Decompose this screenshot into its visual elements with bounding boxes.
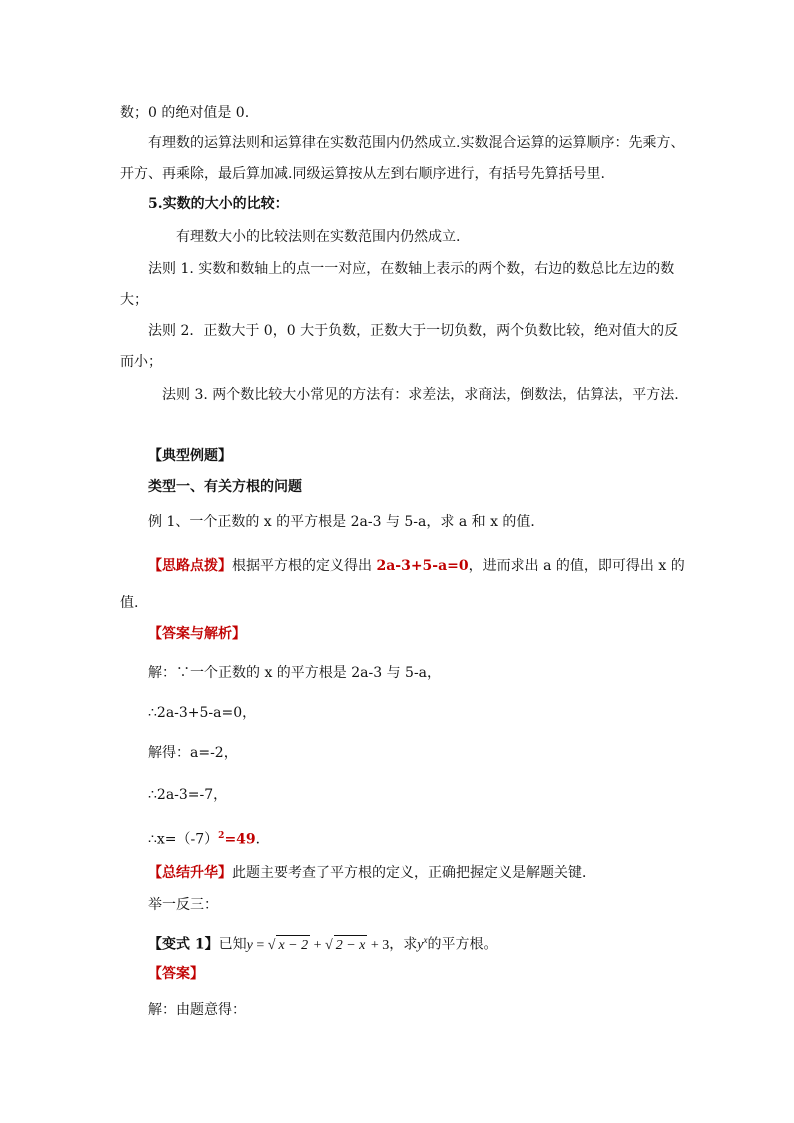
power-exponent: x [423,935,428,945]
solution-step-2: ∴2a-3+5-a=0， [148,705,257,721]
eq-tail: + 3 [367,937,390,953]
hint-label: 【思路点拨】 [148,558,232,574]
solution-step-5-base: ∴x=（-7） [148,831,219,848]
solution-step-5 [148,826,270,850]
variant-1-equation [247,938,390,953]
hint-line [148,556,685,576]
section-5-title: 5.实数的大小的比较： [148,196,289,212]
eq-y: y [246,937,253,953]
radicand-1: x − 2 [276,935,310,956]
rule-2-line-1: 法则 2．正数大于 0，0 大于负数，正数大于一切负数，两个负数比较，绝对值大的反 [148,323,679,339]
hint-text-a: 根据平方根的定义得出 [232,558,377,574]
eq-equals: = [252,937,268,953]
rule-3: 法则 3. 两个数比较大小常见的方法有：求差法，求商法，倒数法，估算法，平方法. [162,387,679,403]
radicand-2: 2 − x [334,935,368,956]
sqrt-icon: √ [267,937,276,953]
variant-solution-step-1: 解：由题意得： [148,1002,246,1018]
variant-1-text-c: 的平方根。 [427,936,498,953]
sqrt-icon: √ [325,937,333,953]
variant-1-label: 【变式 1】 [148,936,219,953]
intro-line-2: 有理数的运算法则和运算律在实数范围内仍然成立.实数混合运算的运算顺序：先乘方、 [148,135,685,151]
rule-1-line-2: 大； [120,292,148,308]
solution-step-3: 解得：a=-2， [148,745,238,761]
intro-line-3: 开方、再乘除，最后算加减.同级运算按从左到右顺序进行，有括号先算括号里. [120,166,605,182]
solution-step-5-end: ． [255,831,270,848]
hint-line-2: 值. [120,595,139,611]
intro-line-1: 数；0 的绝对值是 0. [120,105,250,121]
hint-text-b: ，进而求出 a 的值，即可得出 x 的 [468,558,685,574]
examples-heading: 【典型例题】 [148,448,232,464]
variant-1-line [148,930,498,956]
summary-text: 此题主要考查了平方根的定义，正确把握定义是解题关键． [232,865,596,881]
example-1: 例 1、一个正数的 x 的平方根是 2a-3 与 5-a，求 a 和 x 的值． [148,514,545,530]
solution-step-5-exponent: 2 [218,831,225,841]
variant-1-text-b: ，求 [389,936,418,953]
rule-2-line-2: 而小； [120,354,162,370]
variant-answer-label: 【答案】 [148,966,204,982]
hint-equation: 2a-3+5-a=0 [376,558,469,574]
solution-step-5-result: =49 [224,831,256,848]
solution-step-4: ∴2a-3=-7， [148,787,228,803]
solution-step-1: 解：∵一个正数的 x 的平方根是 2a-3 与 5-a， [148,665,442,681]
summary-label: 【总结升华】 [148,865,232,881]
power-base: y [417,937,424,953]
practice-label: 举一反三： [148,897,218,913]
rule-1-line-1: 法则 1. 实数和数轴上的点一一对应，在数轴上表示的两个数，右边的数总比左边的数 [148,261,675,277]
answer-label: 【答案与解析】 [148,626,246,642]
eq-plus: + [310,937,326,953]
type-1-title: 类型一、有关方根的问题 [148,479,302,495]
section-5-paragraph: 有理数大小的比较法则在实数范围内仍然成立. [176,229,461,245]
summary-line [148,863,596,883]
variant-1-text-a: 已知 [218,936,247,953]
